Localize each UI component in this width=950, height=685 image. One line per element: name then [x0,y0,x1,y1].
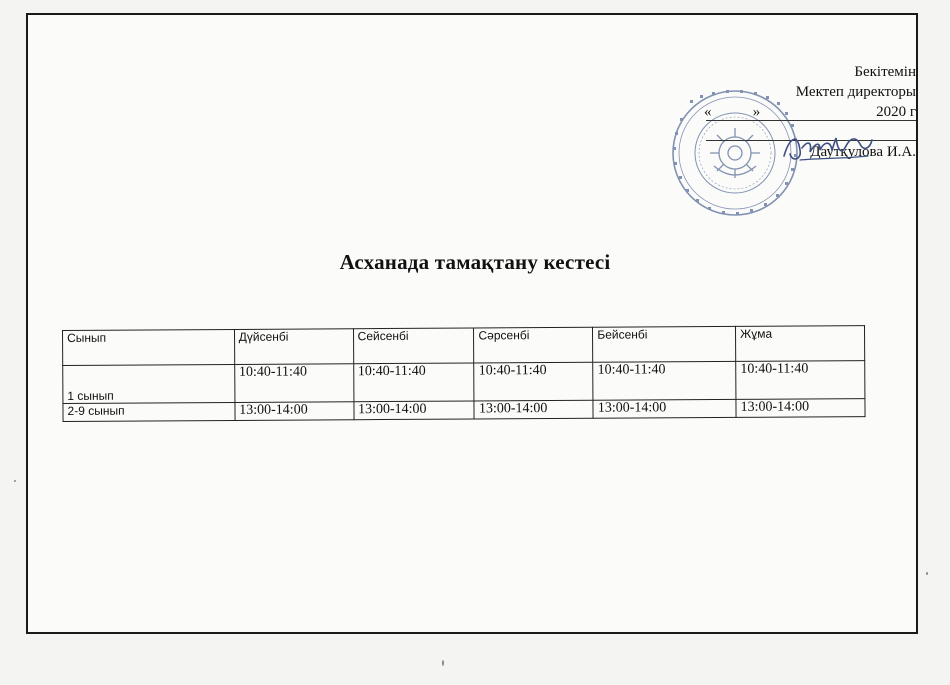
time-cell: 10:40-11:40 [736,361,865,400]
approval-heading: Бекітемін [854,64,916,80]
header-monday: Дүйсенбі [234,329,353,365]
quote-open: « [704,104,712,120]
approval-date-line [696,102,916,122]
time-cell: 13:00-14:00 [474,400,593,419]
time-cell: 10:40-11:40 [593,361,736,400]
header-tuesday: Сейсенбі [353,328,474,364]
header-thursday: Бейсенбі [593,326,736,362]
header-wednesday: Сәрсенбі [474,327,593,363]
header-friday: Жұма [736,326,865,362]
approval-date-year: 2020 г [876,104,916,120]
date-quotes [704,102,760,122]
document-title: Асханада тамақтану кестесі [339,250,611,274]
time-cell: 10:40-11:40 [353,363,474,402]
scan-speck [926,572,928,575]
table-row [63,361,865,404]
time-cell: 13:00-14:00 [354,401,475,420]
time-cell: 10:40-11:40 [474,362,593,401]
row-class-label: 2-9 сынып [63,402,235,421]
header-class: Сынып [63,329,235,365]
scan-speck [442,660,444,666]
approval-position: Мектеп директоры [795,84,916,100]
time-cell: 13:00-14:00 [235,402,354,421]
time-cell: 13:00-14:00 [593,399,736,418]
time-cell: 13:00-14:00 [736,399,865,418]
table-header-row [63,326,865,366]
quote-close: » [752,104,761,120]
handwritten-signature-icon [780,128,875,168]
date-underline [706,120,916,121]
time-cell: 10:40-11:40 [234,364,353,403]
lunch-schedule-table [62,325,866,422]
scan-speck [14,480,16,482]
row-class-label: 1 сынып [63,364,235,403]
approval-name: Даутқулова И.А. [810,144,916,160]
